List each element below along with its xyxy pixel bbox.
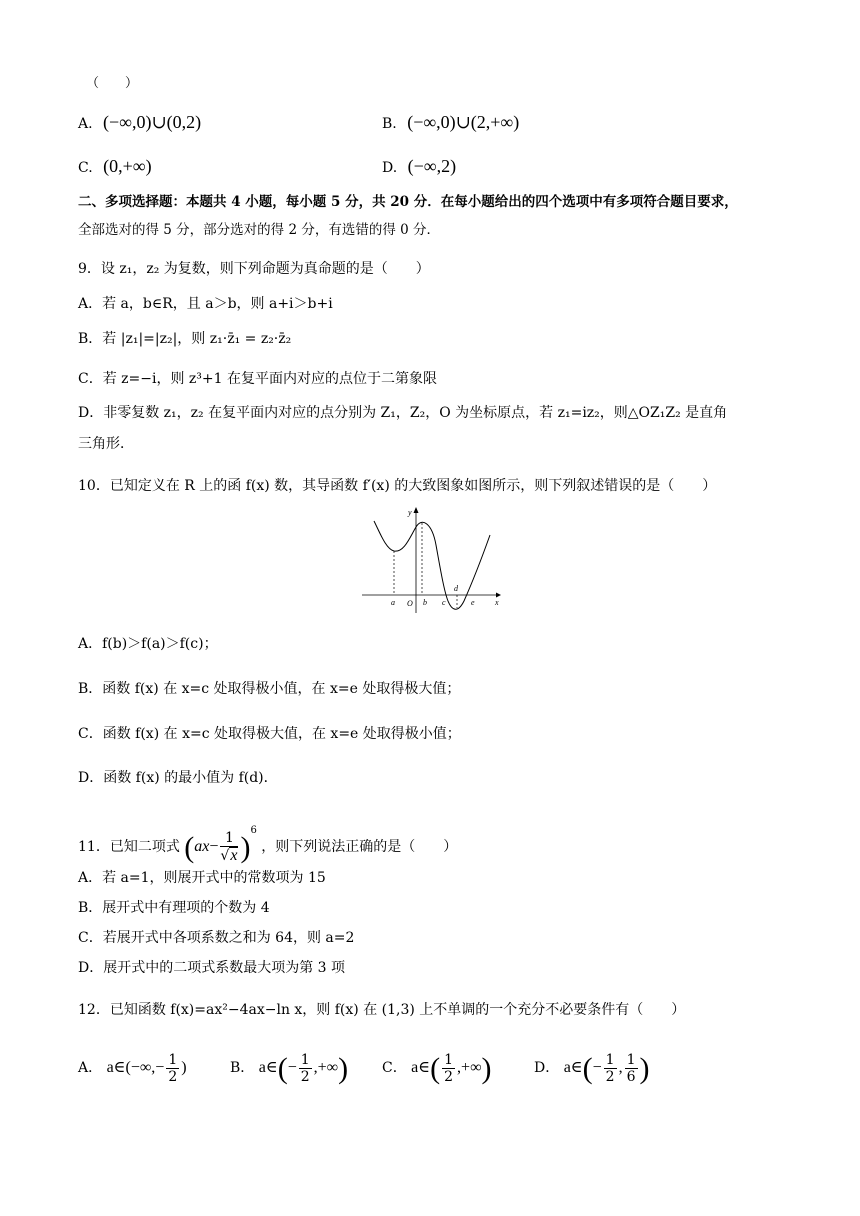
q8-option-c[interactable]: C. (0,+∞) [78,156,152,176]
q11-option-c[interactable]: C．若展开式中各项系数之和为 64，则 a=2 [78,930,355,946]
q8-option-d[interactable]: D. (−∞,2) [382,156,457,176]
q9-option-c[interactable]: C．若 z=−i，则 z³+1 在复平面内对应的点位于二第象限 [78,371,438,387]
label-e: e [471,598,475,607]
label-a: a [391,598,395,607]
label-d: d [454,584,458,593]
q11-stem: 11．已知二项式 (ax− $\frac{1}{√x}$ )$^6$ ，则下列说法正确的是（ ） [78,825,458,864]
q12-option-d[interactable]: D． a∈(− $\frac{1}{2}$ , $\frac{1}{6}$ ) [534,1051,650,1085]
q12-option-c[interactable]: C． a∈( $\frac{1}{2}$ ,+∞) [382,1051,492,1085]
x-axis-arrow [496,593,501,598]
label-origin: O [407,599,413,608]
q12-option-a[interactable]: A． a∈(−∞,− $\frac{1}{2}$ ) [78,1051,187,1085]
label-b: b [423,598,427,607]
section2-heading-line1: 二、多项选择题：本题共 4 小题，每小题 5 分，共 20 分．在每小题给出的四个选项中有多项符合题目要求， [78,194,738,210]
q9-option-d-line1[interactable]: D．非零复数 z₁，z₂ 在复平面内对应的点分别为 Z₁，Z₂，O 为坐标原点，若 z₁=iz₂，则△OZ₁Z₂ 是直角 [78,405,728,421]
q11-fraction: $\frac{1}{√x}$ [220,830,238,864]
q11-option-d[interactable]: D．展开式中的二项式系数最大项为第 3 项 [78,960,346,976]
q10-option-c[interactable]: C．函数 f(x) 在 x=c 处取得极大值，在 x=e 处取得极小值； [78,726,461,742]
derivative-curve [374,521,490,609]
q11-option-b[interactable]: B．展开式中有理项的个数为 4 [78,900,270,916]
q10-stem: 10．已知定义在 R 上的函 f(x) 数，其导函数 f′(x) 的大致图象如图所示，则下列叙述错误的是（ ） [78,478,717,494]
derivative-graph-figure [360,505,502,617]
y-axis-arrow [414,507,419,513]
label-c: c [442,598,446,607]
label-y: y [408,508,412,517]
q10-option-a[interactable]: A．f(b)＞f(a)＞f(c)； [78,636,218,652]
q9-option-b[interactable]: B．若 |z₁|=|z₂|，则 z₁·z̄₁ = z₂·z̄₂ [78,331,292,347]
q12-option-b[interactable]: B． a∈(− $\frac{1}{2}$ ,+∞) [230,1051,349,1085]
q9-stem: 9．设 z₁，z₂ 为复数，则下列命题为真命题的是（ ） [78,261,430,277]
q12-stem: 12．已知函数 f(x)=ax²−4ax−ln x，则 f(x) 在 (1,3) 上不单调的一个充分不必要条件有（ ） [78,1002,686,1018]
label-x: x [495,598,499,607]
q8-stem-tail: （ ） [86,76,139,91]
q9-option-d-line2: 三角形． [78,436,134,452]
q10-option-d[interactable]: D．函数 f(x) 的最小值为 f(d)． [78,770,278,786]
q8-option-a[interactable]: A. (−∞,0)∪(0,2) [78,112,202,132]
section2-heading-line2: 全部选对的得 5 分，部分选对的得 2 分，有选错的得 0 分． [78,222,441,238]
q11-option-a[interactable]: A．若 a=1，则展开式中的常数项为 15 [78,870,326,886]
q10-option-b[interactable]: B．函数 f(x) 在 x=c 处取得极小值，在 x=e 处取得极大值； [78,681,461,697]
q8-option-b[interactable]: B. (−∞,0)∪(2,+∞) [382,112,520,132]
q9-option-a[interactable]: A．若 a，b∈R，且 a＞b，则 a+i＞b+i [78,296,333,312]
